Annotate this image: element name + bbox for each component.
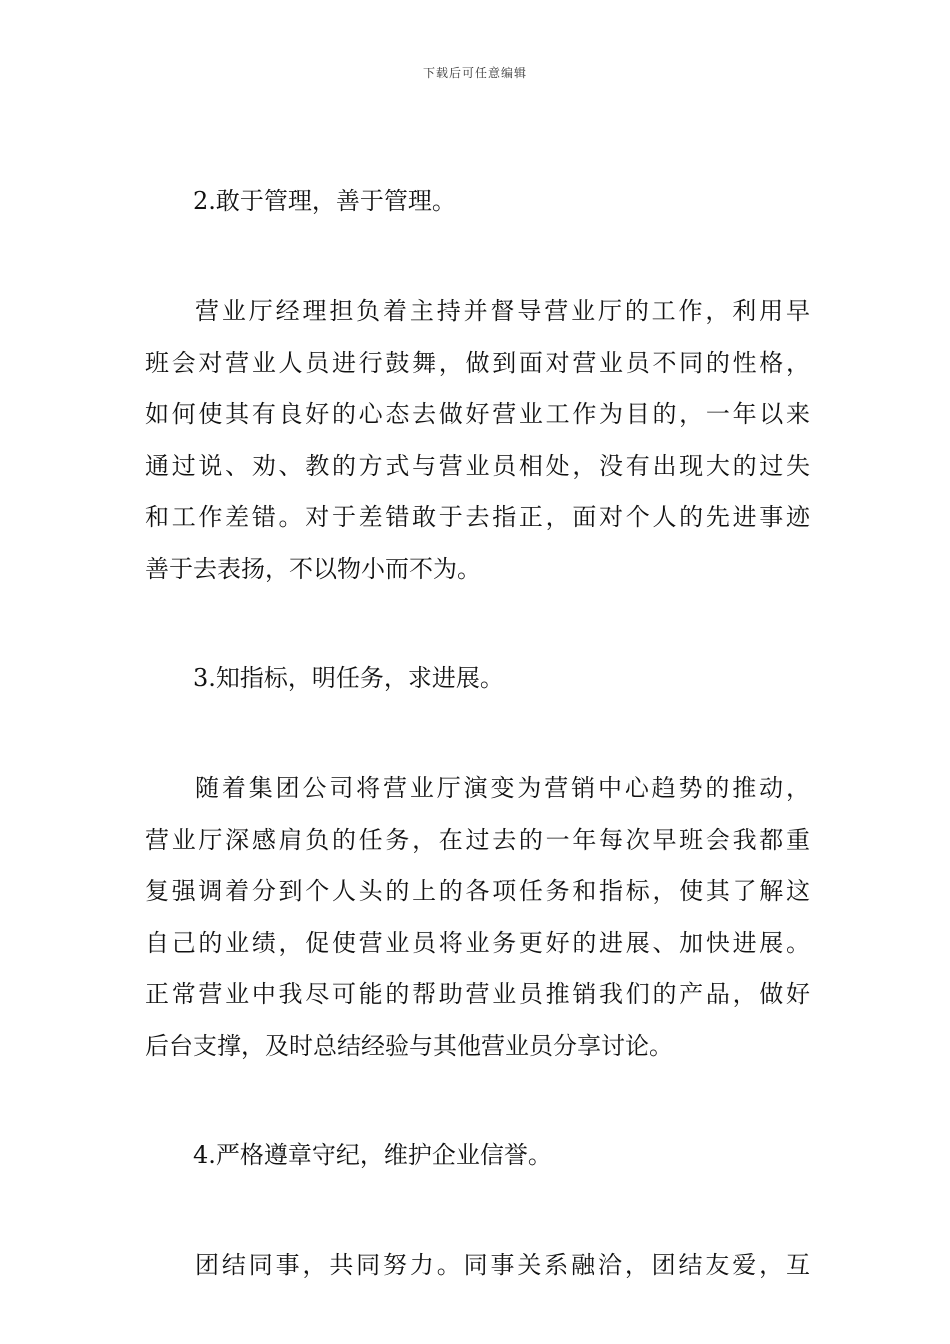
paragraph-line: 和工作差错。对于差错敢于去指正，面对个人的先进事迹 — [145, 503, 810, 531]
paragraph-line: 后台支撑，及时总结经验与其他营业员分享讨论。 — [145, 1031, 673, 1060]
paragraph-line: 通过说、劝、教的方式与营业员相处，没有出现大的过失 — [145, 451, 810, 480]
paragraph-line: 善于去表扬，不以物小而不为。 — [145, 554, 481, 583]
paragraph-line: 复强调着分到个人头的上的各项任务和指标，使其了解这 — [145, 877, 810, 905]
paragraph-line: 团结同事，共同努力。同事关系融洽，团结友爱，互 — [195, 1251, 810, 1279]
paragraph-discipline — [145, 1240, 810, 1292]
paragraph-line: 自己的业绩，促使营业员将业务更好的进展、加快进展。 — [145, 928, 810, 957]
section-heading-2: 2.敢于管理，善于管理。 — [193, 187, 456, 215]
paragraph-line: 班会对营业人员进行鼓舞，做到面对营业员不同的性格， — [145, 348, 810, 377]
paragraph-line: 营业厅经理担负着主持并督导营业厅的工作，利用早 — [195, 297, 810, 325]
paragraph-line: 正常营业中我尽可能的帮助营业员推销我们的产品，做好 — [145, 980, 810, 1008]
document-body — [145, 178, 810, 1292]
section-heading-3: 3.知指标，明任务，求进展。 — [193, 664, 504, 692]
header-note: 下载后可任意编辑 — [422, 66, 527, 80]
paragraph-management — [145, 286, 810, 595]
paragraph-line: 营业厅深感肩负的任务，在过去的一年每次早班会我都重 — [145, 825, 810, 854]
paragraph-targets — [145, 763, 810, 1072]
paragraph-line: 随着集团公司将营业厅演变为营销中心趋势的推动， — [195, 774, 810, 802]
paragraph-line: 如何使其有良好的心态去做好营业工作为目的，一年以来 — [145, 400, 810, 428]
section-heading-4: 4.严格遵章守纪，维护企业信誉。 — [193, 1141, 552, 1169]
